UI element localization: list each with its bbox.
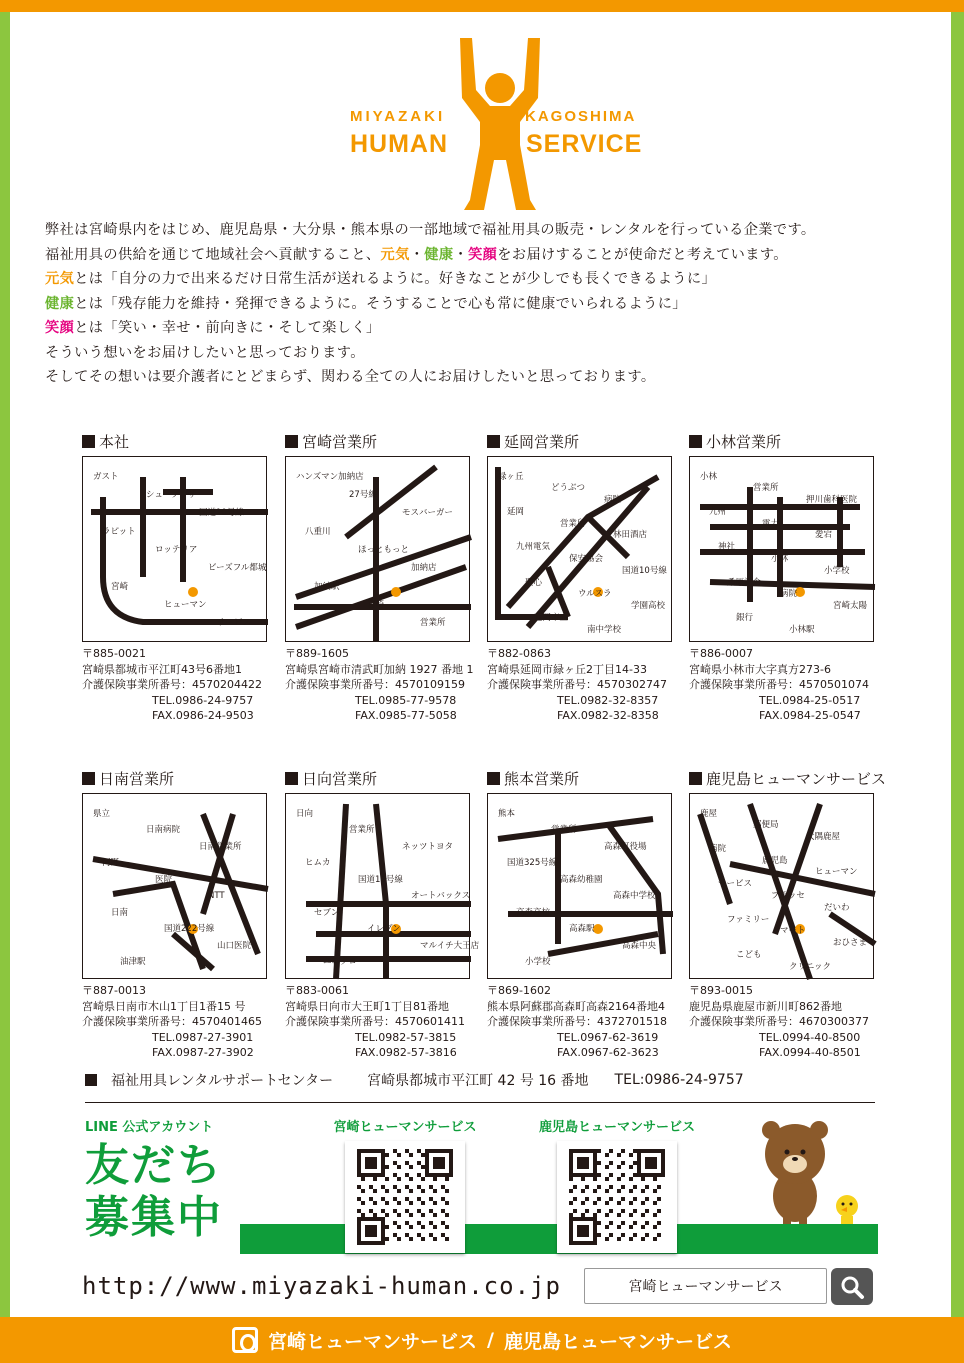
map-label: サービス	[217, 618, 252, 628]
office-registration: 介護保険事業所番号：4570401465	[82, 1015, 262, 1028]
office-name: 小林営業所	[706, 432, 782, 451]
office-heading	[82, 430, 282, 452]
bullet-square-icon	[285, 435, 298, 448]
office-zip: 〒882-0863	[487, 647, 551, 660]
map-label: シュープラザ	[146, 490, 197, 500]
office-zip: 〒889-1605	[285, 647, 349, 660]
map-label: ヒムカ	[305, 858, 331, 868]
office-block	[689, 767, 889, 1061]
support-address: 宮崎県都城市平江町 42 号 16 番地	[367, 1073, 589, 1089]
intro-line: 福祉用具の供給を通じて地域社会へ貢献すること、元気・健康・笑顔をお届けすることが使命だと考えています。	[45, 246, 788, 263]
office-name: 日向営業所	[302, 769, 378, 788]
map-label: 国道222号線	[164, 924, 215, 934]
map-label: セブン	[314, 908, 340, 918]
intro-text	[45, 218, 935, 390]
map-label: ネッツトヨタ	[402, 842, 454, 852]
map-label: 九州	[709, 507, 727, 517]
support-center	[85, 1070, 744, 1090]
map-label: おひさま	[833, 938, 868, 948]
qr-label: 鹿児島ヒューマンサービス	[538, 1120, 695, 1135]
map-label: 河野	[102, 858, 120, 868]
bullet-square-icon	[82, 772, 95, 785]
map-label: 営業所	[349, 825, 375, 835]
map-label: だいわ	[824, 903, 850, 913]
map-label: マート	[780, 926, 806, 936]
support-tel: TEL:0986-24-9757	[614, 1072, 744, 1088]
map-label: ファミリー	[727, 915, 770, 925]
office-fax: FAX.0994-40-8501	[759, 1046, 861, 1059]
map-label: 郵便局	[753, 820, 779, 830]
office-registration: 介護保険事業所番号：4570601411	[285, 1015, 465, 1028]
website-url[interactable]: http://www.miyazaki-human.co.jp	[82, 1272, 561, 1300]
office-address: 宮崎県日向市大王町1丁目81番地	[285, 999, 449, 1013]
map-label: 高森中央	[622, 941, 657, 951]
office-map[interactable]	[689, 793, 874, 979]
office-marker-icon	[188, 587, 198, 597]
office-zip: 〒887-0013	[82, 984, 146, 997]
bullet-square-icon	[82, 435, 95, 448]
bullet-square-icon	[689, 772, 702, 785]
map-label: 営業所	[420, 618, 446, 628]
qr-code-icon[interactable]	[557, 1141, 677, 1253]
footer-miyazaki: 宮崎ヒューマンサービス	[268, 1330, 478, 1353]
map-label: イレブン	[367, 924, 401, 934]
office-name: 熊本営業所	[504, 769, 580, 788]
office-fax: FAX.0967-62-3623	[557, 1046, 659, 1059]
office-map[interactable]	[487, 793, 672, 979]
map-label: 医院	[155, 875, 173, 885]
footer-kagoshima: 鹿児島ヒューマンサービス	[503, 1330, 732, 1353]
office-address: 宮崎県延岡市緑ヶ丘2丁目14-33	[487, 662, 647, 676]
map-label: 日南	[111, 908, 129, 918]
map-label: オートバックス	[411, 891, 471, 901]
map-label: 延岡市立	[534, 613, 569, 623]
intro-line: そしてその想いは要介護者にとどまらず、関わる全ての人にお届けしたいと思っております。	[45, 369, 656, 385]
map-road	[336, 804, 346, 979]
map-label: 日南病院	[146, 825, 181, 835]
office-map[interactable]	[487, 456, 672, 642]
map-label: 国道10号線	[622, 566, 667, 576]
map-label: 高森中学校	[613, 891, 656, 901]
map-label: ユニクロ	[323, 957, 358, 967]
map-label: ウルスラ	[578, 589, 612, 599]
map-label: 営業所	[753, 483, 779, 493]
map-label: 高森駅	[569, 924, 595, 934]
map-label: 大隅鹿屋	[806, 832, 841, 842]
office-tel: TEL.0986-24-9757	[152, 693, 254, 707]
office-name: 本社	[99, 432, 130, 451]
map-label: 加納駅	[314, 582, 340, 592]
search-button[interactable]	[831, 1268, 873, 1305]
intro-line: 弊社は宮崎県内をはじめ、鹿児島県・大分県・熊本県の一部地域で福祉用具の販売・レンタルを行っている企業です。	[45, 222, 816, 238]
map-label: 国道10号線	[199, 508, 244, 518]
map-label: 日南営業所	[199, 842, 242, 852]
map-label: 九州電気	[516, 542, 551, 552]
office-zip: 〒885-0021	[82, 647, 146, 660]
qr-label: 宮崎ヒューマンサービス	[333, 1120, 477, 1135]
office-address-block	[82, 983, 282, 1061]
intro-line: そういう想いをお届けしたいと思っております。	[45, 344, 365, 361]
office-heading	[487, 430, 687, 452]
top-band	[0, 0, 964, 12]
office-name: 延岡営業所	[504, 432, 580, 451]
map-label: 愛宕	[815, 530, 833, 540]
map-label: 営業所	[551, 825, 577, 835]
map-label: マルイチ大王店	[420, 941, 480, 951]
map-label: 高森幼稚園	[560, 875, 603, 885]
map-label: 神社	[718, 542, 736, 552]
office-heading	[285, 430, 485, 452]
map-label: 山口医院	[217, 941, 252, 951]
intro-line: 笑顔とは「笑い・幸せ・前向きに・そして楽しく」	[45, 320, 381, 336]
map-label: ハンズマン加納店	[296, 472, 364, 482]
map-label: こども	[736, 950, 762, 960]
bullet-square-icon	[487, 435, 500, 448]
office-address-block	[689, 646, 889, 724]
company-logo	[340, 30, 660, 215]
office-heading	[689, 767, 889, 789]
map-label: ヒューマン	[815, 867, 858, 877]
map-label: 保安協会	[569, 554, 604, 564]
map-label: 高森町役場	[604, 842, 647, 852]
map-label: 小学校	[525, 957, 551, 967]
map-label: 南中学校	[587, 625, 622, 635]
search-input[interactable]: 宮崎ヒューマンサービス	[584, 1268, 827, 1304]
office-address: 宮崎県都城市平江町43号6番地1	[82, 662, 242, 676]
map-label: ラピット	[102, 527, 136, 537]
map-label: 病院	[604, 495, 622, 505]
map-label: 加納店	[411, 563, 437, 573]
map-label: 鹿屋	[700, 809, 718, 819]
map-label: ヒューマン	[164, 600, 207, 610]
map-label: 鹿児島	[762, 856, 788, 866]
map-label: 宮崎	[111, 582, 129, 592]
map-label: 小学校	[824, 566, 850, 576]
bullet-square-icon	[285, 772, 298, 785]
office-fax: FAX.0982-32-8358	[557, 709, 659, 722]
office-address-block	[82, 646, 282, 724]
office-block	[689, 430, 889, 724]
map-label: モスバーガー	[402, 508, 453, 518]
office-registration: 介護保険事業所番号：4570204422	[82, 678, 262, 691]
office-zip: 〒893-0015	[689, 984, 753, 997]
logo-human: HUMAN	[350, 130, 449, 158]
office-map[interactable]	[82, 793, 267, 979]
map-label: 油津駅	[120, 957, 146, 967]
office-map[interactable]	[82, 456, 267, 642]
office-block	[82, 430, 282, 724]
office-address: 鹿児島県鹿屋市新川町862番地	[689, 999, 842, 1013]
map-road	[93, 859, 268, 889]
map-label: 小林駅	[789, 625, 815, 635]
office-tel: TEL.0984-25-0517	[759, 693, 861, 707]
bullet-square-icon	[85, 1074, 97, 1086]
map-label: NTT	[208, 891, 225, 901]
bullet-square-icon	[487, 772, 500, 785]
footer-separator: /	[487, 1329, 494, 1351]
page	[10, 12, 951, 1317]
map-label: 国道10号線	[358, 875, 403, 885]
office-tel: TEL.0985-77-9578	[355, 693, 457, 707]
office-fax: FAX.0984-25-0547	[759, 709, 861, 722]
office-tel: TEL.0982-32-8357	[557, 693, 659, 707]
company-mark-icon	[232, 1327, 258, 1353]
map-label: ほっともっと	[358, 545, 410, 555]
office-address: 宮崎県小林市大字真方273-6	[689, 662, 831, 676]
office-tel: TEL.0982-57-3815	[355, 1030, 457, 1044]
office-address-block	[285, 646, 485, 724]
map-label: 病院	[709, 844, 727, 854]
office-tel: TEL.0967-62-3619	[557, 1030, 659, 1044]
office-name: 日南営業所	[99, 769, 175, 788]
map-label: 27号線	[349, 490, 377, 500]
map-label: 宮崎	[367, 600, 385, 610]
office-block	[487, 767, 687, 1061]
map-label: ロッテリア	[155, 545, 198, 555]
office-zip: 〒886-0007	[689, 647, 753, 660]
map-label: 延岡	[507, 507, 525, 517]
office-heading	[487, 767, 687, 789]
office-block	[487, 430, 687, 724]
map-label: 高森高校	[516, 908, 551, 918]
office-heading	[689, 430, 889, 452]
map-label: ビーズフル都城	[208, 563, 267, 573]
office-tel: TEL.0987-27-3901	[152, 1030, 254, 1044]
office-name: 鹿児島ヒューマンサービス	[706, 769, 887, 788]
office-registration: 介護保険事業所番号：4372701518	[487, 1015, 667, 1028]
office-heading	[285, 767, 485, 789]
office-address: 宮崎県宮崎市清武町加納 1927 番地 1	[285, 662, 474, 676]
map-label: 八重川	[305, 527, 331, 537]
office-fax: FAX.0987-27-3902	[152, 1046, 254, 1059]
office-address-block	[285, 983, 485, 1061]
map-label: 日向	[296, 809, 314, 819]
office-block	[285, 767, 485, 1061]
line-official-title: LINE 公式アカウント	[85, 1120, 214, 1135]
intro-line: 健康とは「残存能力を維持・発揮できるように。そうすることで心も常に健康でいられるように」	[45, 295, 687, 312]
map-label: 小林	[771, 554, 789, 564]
map-label: 小林	[700, 472, 718, 482]
line-friends-heading: 友だち 募集中	[85, 1140, 223, 1243]
qr-miyazaki[interactable]	[333, 1116, 477, 1253]
office-address: 宮崎県日南市木山1丁目1番15 号	[82, 999, 246, 1013]
office-name: 宮崎営業所	[302, 432, 378, 451]
map-label: 県立	[93, 809, 111, 819]
map-label: 林田酒店	[613, 530, 648, 540]
intro-line: 元気とは「自分の力で出来るだけ日常生活が送れるように。好きなことが少しでも長くできるように」	[45, 271, 717, 287]
map-label: 押川歯科医院	[806, 495, 858, 505]
map-label: 国道325号線	[507, 858, 558, 868]
map-road	[548, 567, 568, 617]
map-label: ガスト	[93, 472, 119, 482]
office-address-block	[487, 983, 687, 1061]
map-label: 聖心	[525, 578, 543, 588]
office-registration: 介護保険事業所番号：4570302747	[487, 678, 667, 691]
office-fax: FAX.0982-57-3816	[355, 1046, 457, 1059]
map-label: 宮崎太陽	[833, 601, 868, 611]
office-registration: 介護保険事業所番号：4570501074	[689, 678, 869, 691]
qr-code-icon[interactable]	[345, 1141, 465, 1253]
logo-kagoshima: KAGOSHIMA	[525, 108, 637, 125]
qr-kagoshima[interactable]	[538, 1116, 695, 1253]
map-label: 緑ヶ丘	[498, 472, 524, 482]
map-label: クリニック	[789, 962, 831, 972]
office-zip: 〒869-1602	[487, 984, 551, 997]
map-label: 病院	[780, 589, 798, 599]
map-label: 桑原記念	[727, 578, 762, 588]
office-address-block	[487, 646, 687, 724]
map-label: どうぶつ	[551, 483, 586, 493]
logo-service: SERVICE	[526, 130, 643, 158]
office-registration: 介護保険事業所番号：4570109159	[285, 678, 465, 691]
map-label: 営業所	[560, 519, 586, 529]
office-address-block	[689, 983, 889, 1061]
office-fax: FAX.0985-77-5058	[355, 709, 457, 722]
office-heading	[82, 767, 282, 789]
map-road	[700, 814, 730, 904]
map-road	[775, 804, 820, 934]
footer-bar	[0, 1317, 964, 1363]
map-label: 電力	[762, 519, 780, 529]
map-label: 熊本	[498, 809, 516, 819]
office-block	[285, 430, 485, 724]
office-fax: FAX.0986-24-9503	[152, 709, 254, 722]
bullet-square-icon	[689, 435, 702, 448]
map-label: プラッセ	[771, 891, 805, 901]
map-road	[376, 804, 386, 979]
office-map[interactable]	[689, 456, 874, 642]
map-label: サービス	[718, 879, 753, 889]
office-address: 熊本県阿蘇郡高森町高森2164番地4	[487, 999, 665, 1013]
office-tel: TEL.0994-40-8500	[759, 1030, 861, 1044]
office-registration: 介護保険事業所番号：4670300377	[689, 1015, 869, 1028]
divider	[85, 1102, 875, 1103]
office-map[interactable]	[285, 456, 470, 642]
search-icon	[839, 1274, 865, 1300]
map-label: 銀行	[736, 613, 754, 623]
office-zip: 〒883-0061	[285, 984, 349, 997]
bear-character-icon	[755, 1106, 875, 1226]
office-block	[82, 767, 282, 1061]
logo-miyazaki: MIYAZAKI	[350, 108, 446, 125]
support-name: 福祉用具レンタルサポートセンター	[111, 1073, 334, 1089]
map-label: 学園高校	[631, 601, 666, 611]
office-map[interactable]	[285, 793, 480, 979]
office-marker-icon	[391, 587, 401, 597]
